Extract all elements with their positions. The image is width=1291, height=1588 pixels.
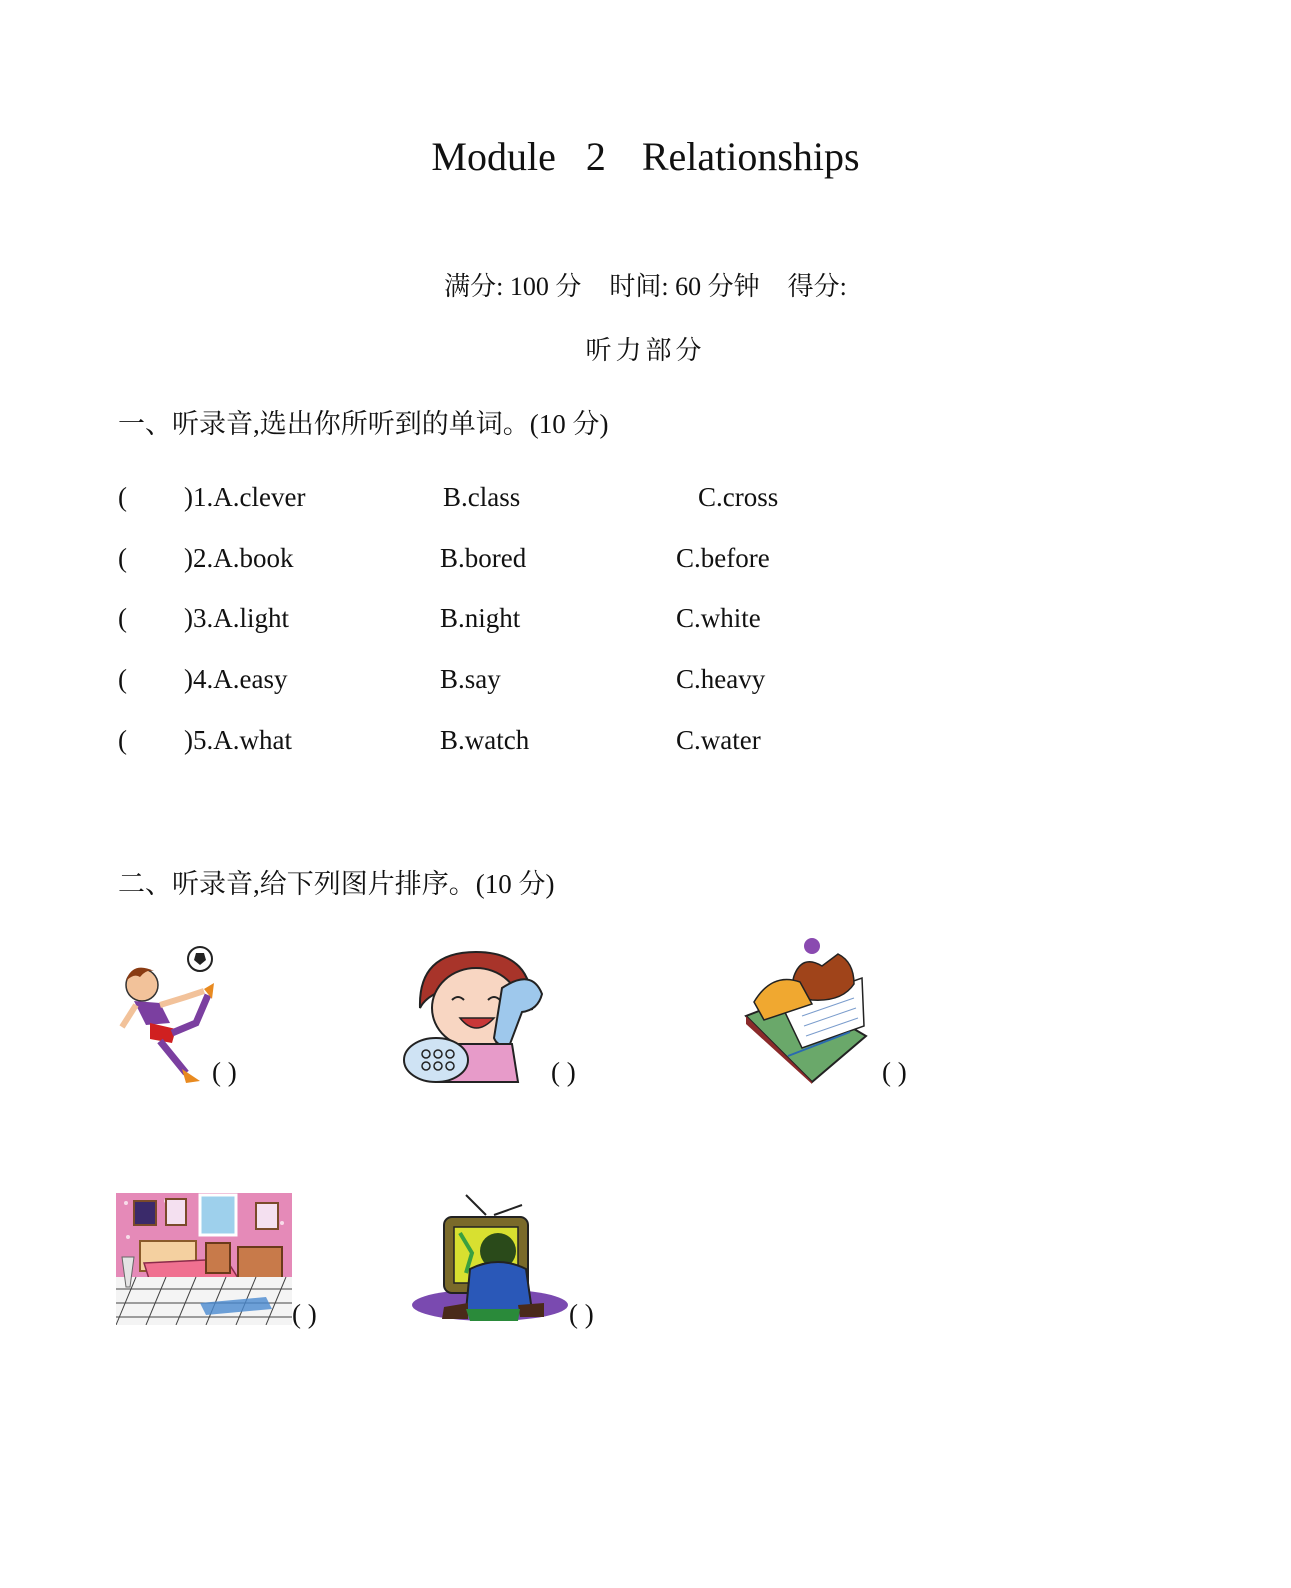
module-topic: Relationships [641,134,860,179]
option-c: C.heavy [676,664,766,694]
option-b: B.watch [440,725,530,755]
girl-on-phone-picture [402,948,552,1084]
option-b: B.bored [440,543,527,573]
question-row [118,543,918,579]
option-a: )4.A.easy [184,664,288,694]
option-c: C.before [676,543,770,573]
option-b: B.night [440,603,521,633]
order-blank[interactable]: ( ) [882,1057,907,1087]
order-blank[interactable]: ( ) [569,1299,594,1329]
option-c: C.water [676,725,761,755]
full-score: 满分: 100 分 [444,272,582,301]
option-b: B.class [443,482,521,512]
option-a: )1.A.clever [184,482,306,512]
option-a: )3.A.light [184,603,289,633]
section-subtitle: 听力部分 [585,336,706,365]
option-b: B.say [440,664,501,694]
option-a: )5.A.what [184,725,292,755]
option-c: C.white [676,603,761,633]
order-blank[interactable]: ( ) [212,1057,237,1087]
question-row [118,725,918,761]
section2-heading: 二、听录音,给下列图片排序。(10 分) [118,869,555,899]
section1-heading: 一、听录音,选出你所听到的单词。(10 分) [118,409,609,439]
question-row [118,482,918,518]
answer-paren: ( [118,482,127,512]
bedroom-picture [116,1193,292,1325]
question-row [118,603,918,639]
exam-meta [0,266,1291,303]
answer-paren: ( [118,603,127,633]
order-blank[interactable]: ( ) [551,1057,576,1087]
module-number: Module 2 [431,134,606,179]
option-c: C.cross [698,482,779,512]
soccer-player-picture [116,943,216,1085]
girl-writing-picture [742,936,870,1084]
answer-paren: ( [118,725,127,755]
score-label: 得分: [787,272,847,301]
page-title [0,133,1291,180]
answer-paren: ( [118,664,127,694]
time-limit: 时间: 60 分钟 [609,272,760,301]
order-blank[interactable]: ( ) [292,1299,317,1329]
child-watching-tv-picture [410,1193,570,1327]
answer-paren: ( [118,543,127,573]
question-row [118,664,918,700]
option-a: )2.A.book [184,543,294,573]
